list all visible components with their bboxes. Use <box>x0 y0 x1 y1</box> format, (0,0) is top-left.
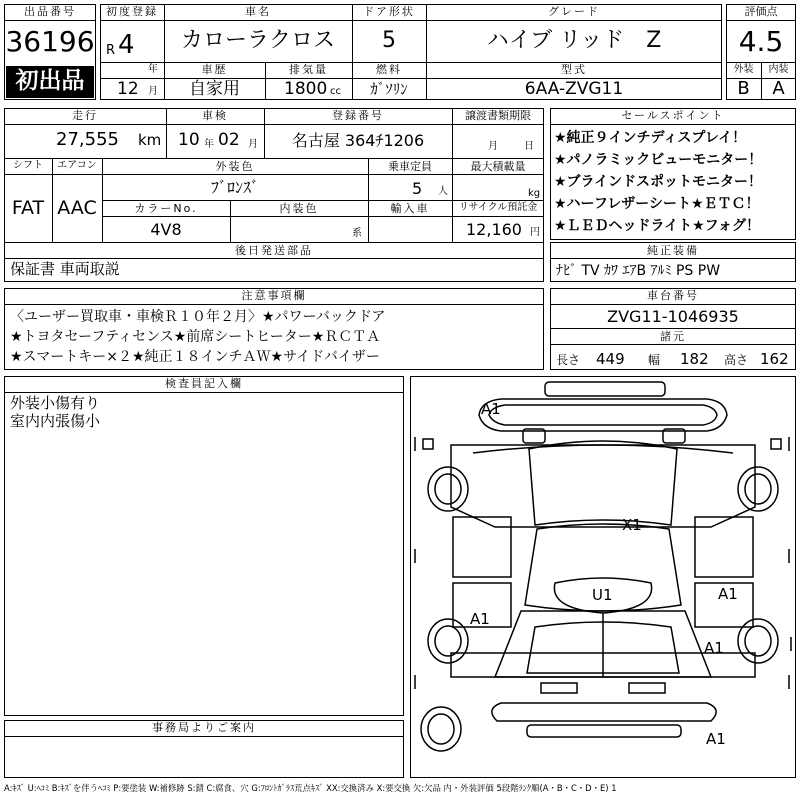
interior-grade-label: 内装 <box>768 64 789 75</box>
chassis-label: 車台番号 <box>647 289 699 302</box>
transfer-day: 日 <box>524 141 534 152</box>
era: R <box>106 43 116 58</box>
damage-roof: X1 <box>622 516 642 534</box>
ac-label: エアコン <box>57 160 97 171</box>
load-label: 最大積載量 <box>470 160 526 173</box>
sales-point-1: ★純正９インチディスプレイ！ <box>554 130 747 146</box>
sales-point-3: ★ブラインドスポットモニター！ <box>554 174 762 190</box>
notes-label: 注意事項欄 <box>241 289 307 302</box>
reg-number: 名古屋 364ﾁ1206 <box>291 131 425 150</box>
sales-point-2: ★パノラミックビューモニター！ <box>554 152 763 168</box>
dimensions-label: 諸元 <box>660 330 686 343</box>
car-name-label: 車名 <box>245 5 271 18</box>
lot-number: 36196 <box>5 25 95 58</box>
damage-left-rear: A1 <box>470 610 490 628</box>
shift: FAT <box>11 197 45 219</box>
capacity-label: 乗車定員 <box>388 160 432 173</box>
history: 自家用 <box>189 79 240 99</box>
inspection-year-suffix: 年 <box>204 139 214 150</box>
reg-number-label: 登録番号 <box>332 109 384 122</box>
sales-point-4: ★ハーフレザーシート★ＥＴＣ！ <box>554 196 760 212</box>
inspector-line-2: 室内内張傷小 <box>10 412 101 430</box>
car-name: カローラクロス <box>180 28 335 53</box>
interior-grade: A <box>772 78 785 99</box>
sales-points-label: セールスポイント <box>621 109 725 122</box>
fuel: ｶﾞｿﾘﾝ <box>370 80 408 98</box>
displacement-unit: cc <box>330 86 341 97</box>
mileage-unit: km <box>138 131 162 149</box>
length-label: 長さ <box>556 353 581 367</box>
reg-year: 4 <box>118 30 135 60</box>
equipment: ﾅﾋﾞ TV ｶﾜ ｴｱB ｱﾙﾐ PS PW <box>556 263 721 279</box>
door-count: 5 <box>382 28 396 53</box>
damage-back: A1 <box>706 730 726 748</box>
grade-label: グレード <box>548 5 600 18</box>
equipment-label: 純正装備 <box>647 244 699 257</box>
inspector-label: 検査員記入欄 <box>165 377 243 390</box>
reg-month-suffix: 月 <box>148 86 158 97</box>
color-label: 外装色 <box>215 160 255 173</box>
car-diagram <box>411 377 795 777</box>
color-no-label: カラーNo. <box>134 202 198 215</box>
damage-right-rear: A1 <box>718 585 738 603</box>
later-parts-label: 後日発送部品 <box>235 244 313 257</box>
capacity-unit: 人 <box>438 186 448 197</box>
note-line-1: 〈ユーザー買取車・車検Ｒ１０年２月〉★パワーバックドア <box>10 309 386 325</box>
model: 6AA-ZVG11 <box>524 79 624 99</box>
import-label: 輸入車 <box>390 202 430 215</box>
exterior-grade: B <box>737 78 750 99</box>
recycle-unit: 円 <box>530 227 540 238</box>
rating-label: 評価点 <box>744 5 778 18</box>
color: ﾌﾞﾛﾝｽﾞ <box>210 178 259 197</box>
mileage: 27,555 <box>56 129 119 150</box>
recycle: 12,160 <box>466 220 522 239</box>
door-label: ドア形状 <box>363 5 415 18</box>
note-line-3: ★スマートキー×２★純正１８インチＡＷ★サイドバイザー <box>10 349 380 365</box>
fuel-label: 燃料 <box>376 63 402 76</box>
rating: 4.5 <box>738 25 784 58</box>
later-parts: 保証書 車両取説 <box>10 260 120 278</box>
capacity: 5 <box>412 179 423 198</box>
mileage-label: 走行 <box>72 109 98 122</box>
inspection-label: 車検 <box>202 109 228 122</box>
sales-point-5: ★ＬＥＤヘッドライト★フォグ！ <box>554 218 760 234</box>
ac: AAC <box>57 197 97 219</box>
load-unit: kg <box>528 188 541 199</box>
width-label: 幅 <box>648 353 661 367</box>
exterior-grade-label: 外装 <box>733 64 754 75</box>
transfer-month: 月 <box>488 141 498 152</box>
displacement-label: 排気量 <box>289 63 328 76</box>
legend: A:ｷｽﾞ U:ﾍｺﾐ B:ｷｽﾞを伴うﾍｺﾐ P:要塗装 W:補修跡 S:錆 C:腐食、穴 G:ﾌﾛﾝﾄｶﾞﾗｽ荒点ｷｽﾞ XX:交換済み X:要交換 欠:欠品 内・外装評価 5段階ﾗﾝｸ順(A・B・C・D・E) 1 <box>4 783 617 793</box>
damage-center: U1 <box>592 586 613 604</box>
reg-year-suffix: 年 <box>148 64 158 75</box>
inspection-month: 02 <box>218 130 240 150</box>
height: 162 <box>760 350 789 368</box>
shift-label: シフト <box>13 160 43 171</box>
height-label: 高さ <box>724 353 749 367</box>
damage-front: A1 <box>481 400 501 418</box>
first-listing-text: 初出品 <box>15 68 85 94</box>
lot-label: 出品番号 <box>24 5 76 18</box>
length: 449 <box>596 350 625 368</box>
history-label: 車歴 <box>201 63 228 76</box>
inspection-year: 10 <box>178 130 200 150</box>
first-reg-label: 初度登録 <box>106 5 158 18</box>
damage-right-rear-2: A1 <box>704 639 724 657</box>
note-line-2: ★トヨタセーフティセンス★前席シートヒーター★ＲＣＴＡ <box>10 329 381 345</box>
recycle-label: リサイクル預託金 <box>458 202 538 213</box>
displacement: 1800 <box>284 79 328 99</box>
inspection-month-suffix: 月 <box>248 139 258 150</box>
reg-month: 12 <box>117 79 139 99</box>
width: 182 <box>680 350 709 368</box>
model-label: 型式 <box>561 63 587 76</box>
interior-color-unit: 系 <box>352 228 362 239</box>
grade: ハイブ リッド Z <box>486 28 662 53</box>
color-no: 4V8 <box>150 220 182 239</box>
chassis-number: ZVG11-1046935 <box>607 307 739 326</box>
office-label: 事務局よりご案内 <box>152 721 256 734</box>
inspector-line-1: 外装小傷有り <box>10 394 101 412</box>
interior-color-label: 内装色 <box>279 202 319 215</box>
transfer-label: 譲渡書類期限 <box>465 109 531 122</box>
